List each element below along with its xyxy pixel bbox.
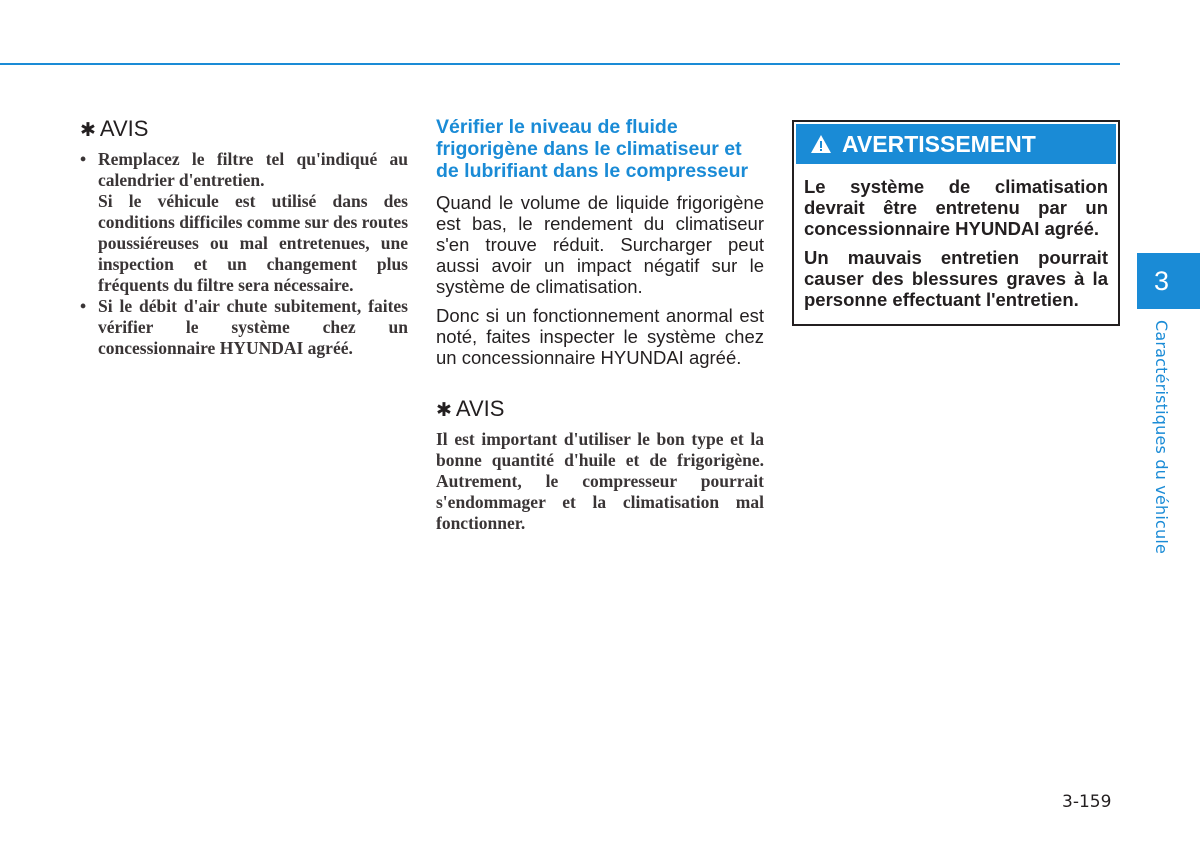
notice-text: Il est important d'utiliser le bon type et la bonne quantité d'huile et de frigorigène. Autrement, le compresseur pourrait s'endommager et la climatisation mal fonctionner. (436, 429, 764, 533)
header-rule (0, 63, 1120, 65)
warning-title: AVERTISSEMENT (842, 130, 1036, 157)
asterisk-icon: ✱ (436, 399, 452, 421)
right-column (792, 120, 1120, 326)
warning-box (792, 120, 1120, 326)
page-number: 3-159 (1062, 792, 1112, 812)
body-paragraph: Donc si un fonctionnement anormal est noté, faites inspecter le système chez un concessionnaire HYUNDAI agréé. (436, 305, 764, 368)
bullet-text: Si le véhicule est utilisé dans des conditions difficiles comme sur des routes poussiéreuses ou mal entretenues, une inspection et un changement plus fréquents du filtre sera nécessaire. (98, 191, 408, 295)
list-item (80, 296, 408, 359)
chapter-number-tab: 3 (1137, 253, 1200, 309)
notice-title: ✱ AVIS (80, 116, 149, 141)
body-paragraph: Quand le volume de liquide frigorigène est bas, le rendement du climatiseur s'en trouve réduit. Surcharger peut aussi avoir un impact négatif sur le système de climatisation. (436, 192, 764, 297)
warning-paragraph: Un mauvais entretien pourrait causer des blessures graves à la personne effectuant l'entretien. (804, 247, 1108, 310)
chapter-title-text: Caractéristiques du véhicule (1152, 320, 1171, 555)
asterisk-icon: ✱ (80, 119, 96, 141)
warning-header (796, 124, 1116, 164)
notice-title: ✱ AVIS (436, 396, 505, 421)
warning-triangle-icon (810, 134, 832, 154)
bullet-text: • Si le débit d'air chute subitement, faites vérifier le système chez un concessionnaire HYUNDAI agréé. (98, 296, 408, 358)
middle-column (436, 116, 764, 534)
chapter-title (1152, 320, 1174, 560)
list-item (80, 149, 408, 296)
warning-body (794, 164, 1118, 324)
section-heading: Vérifier le niveau de fluide frigorigène dans le climatiseur et de lubrifiant dans le compresseur (436, 116, 749, 182)
bullet-text: • Remplacez le filtre tel qu'indiqué au calendrier d'entretien. (98, 149, 408, 190)
warning-paragraph: Le système de climatisation devrait être entretenu par un concessionnaire HYUNDAI agréé. (804, 176, 1108, 239)
notice-bullet-list (80, 149, 408, 359)
left-column (80, 116, 408, 359)
